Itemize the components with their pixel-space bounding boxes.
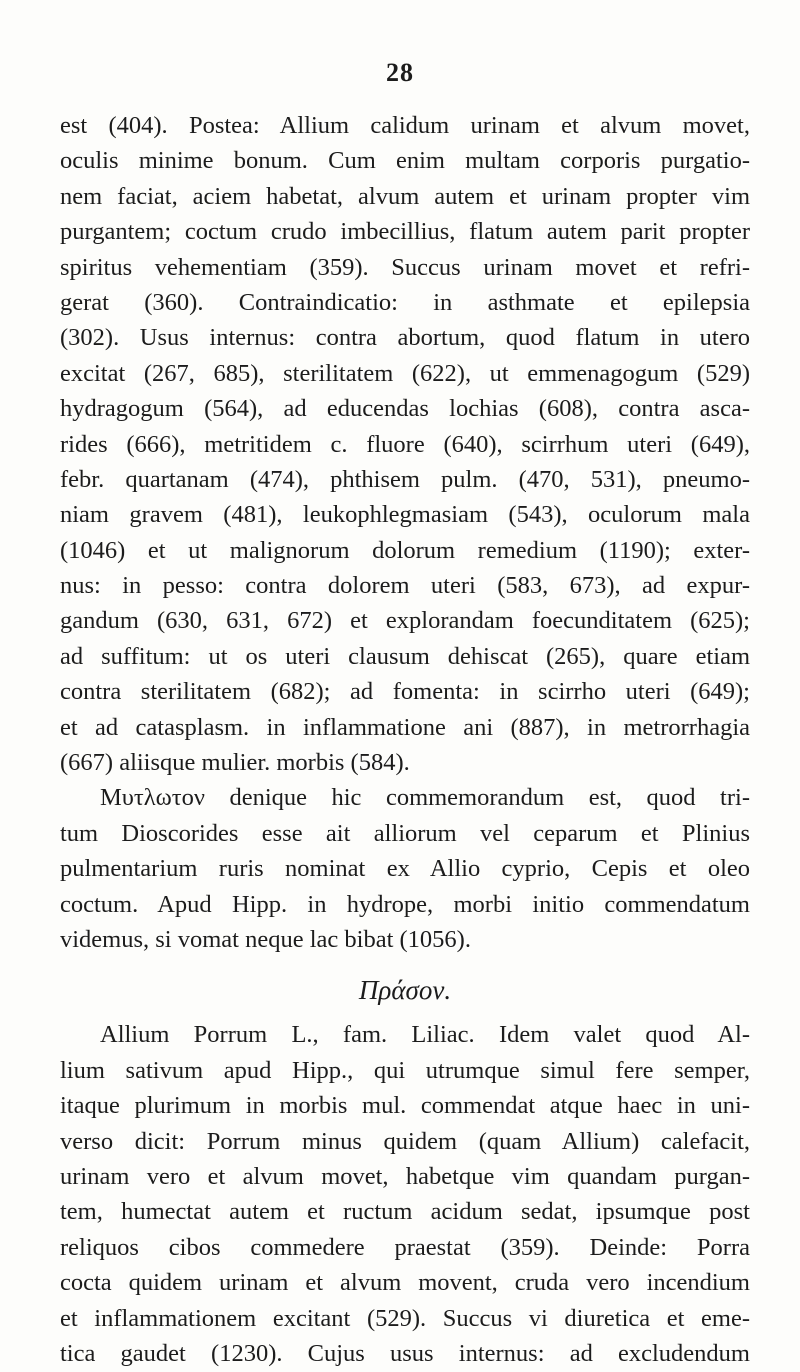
text-line: Allium Porrum L., fam. Liliac. Idem valet quod Al- bbox=[100, 1021, 750, 1049]
text-line: hydragogum (564), ad educendas lochias (608), contra asca- bbox=[60, 395, 750, 423]
text-line: lium sativum apud Hipp., qui utrumque simul fere semper, bbox=[60, 1056, 750, 1084]
text-line: (1046) et ut malignorum dolorum remedium (1190); exter- bbox=[60, 536, 750, 564]
text-line: rides (666), metritidem c. fluore (640), scirrhum uteri (649), bbox=[60, 430, 750, 458]
text-line: et ad catasplasm. in inflammatione ani (887), in metrorrhagia bbox=[60, 713, 750, 741]
text-line: oculis minime bonum. Cum enim multam corporis purgatio- bbox=[60, 147, 750, 175]
text-line: Μυτλωτον denique hic commemorandum est, quod tri- bbox=[100, 784, 750, 812]
text-line: tum Dioscorides esse ait alliorum vel ceparum et Plinius bbox=[60, 819, 750, 847]
text-line: verso dicit: Porrum minus quidem (quam Allium) calefacit, bbox=[60, 1127, 750, 1155]
text-line: purgantem; coctum crudo imbecillius, flatum autem parit propter bbox=[60, 218, 750, 246]
text-line: niam gravem (481), leukophlegmasiam (543), oculorum mala bbox=[60, 501, 750, 529]
text-line: reliquos cibos commedere praestat (359). Deinde: Porra bbox=[60, 1233, 750, 1261]
text-line: (667) aliisque mulier. morbis (584). bbox=[60, 749, 410, 777]
text-line: itaque plurimum in morbis mul. commendat atque haec in uni- bbox=[60, 1092, 750, 1120]
text-line: nem faciat, aciem habetat, alvum autem et urinam propter vim bbox=[60, 182, 750, 210]
text-line: coctum. Apud Hipp. in hydrope, morbi initio commendatum bbox=[60, 890, 750, 918]
text-line: ad suffitum: ut os uteri clausum dehiscat (265), quare etiam bbox=[60, 642, 750, 670]
section-heading: Πράσον. bbox=[358, 975, 452, 1006]
text-line: videmus, si vomat neque lac bibat (1056). bbox=[60, 925, 471, 953]
text-line: excitat (267, 685), sterilitatem (622), ut emmenagogum (529) bbox=[60, 359, 750, 387]
text-line: est (404). Postea: Allium calidum urinam et alvum movet, bbox=[60, 112, 750, 139]
text-line: tem, humectat autem et ructum acidum sedat, ipsumque post bbox=[60, 1198, 750, 1226]
text-line: nus: in pesso: contra dolorem uteri (583, 673), ad expur- bbox=[60, 572, 750, 600]
text-line: spiritus vehementiam (359). Succus urinam movet et refri- bbox=[60, 253, 750, 281]
text-line: febr. quartanam (474), phthisem pulm. (470, 531), pneumo- bbox=[60, 465, 750, 493]
text-line: contra sterilitatem (682); ad fomenta: in scirrho uteri (649); bbox=[60, 678, 750, 706]
text-line: tica gaudet (1230). Cujus usus internus: ad excludendum bbox=[60, 1339, 750, 1367]
page-number: 28 bbox=[386, 58, 414, 87]
text-line: pulmentarium ruris nominat ex Allio cyprio, Cepis et oleo bbox=[60, 855, 750, 883]
text-line: gerat (360). Contraindicatio: in asthmate et epilepsia bbox=[60, 288, 750, 316]
text-line: urinam vero et alvum movet, habetque vim quandam purgan- bbox=[60, 1162, 750, 1190]
text-line: cocta quidem urinam et alvum movent, cruda vero incendium bbox=[60, 1269, 750, 1297]
body-text bbox=[60, 108, 750, 1371]
text-line: gandum (630, 631, 672) et explorandam foecunditatem (625); bbox=[60, 607, 750, 635]
text-line: et inflammationem excitant (529). Succus vi diuretica et eme- bbox=[60, 1304, 750, 1332]
text-line: (302). Usus internus: contra abortum, quod flatum in utero bbox=[60, 324, 750, 352]
